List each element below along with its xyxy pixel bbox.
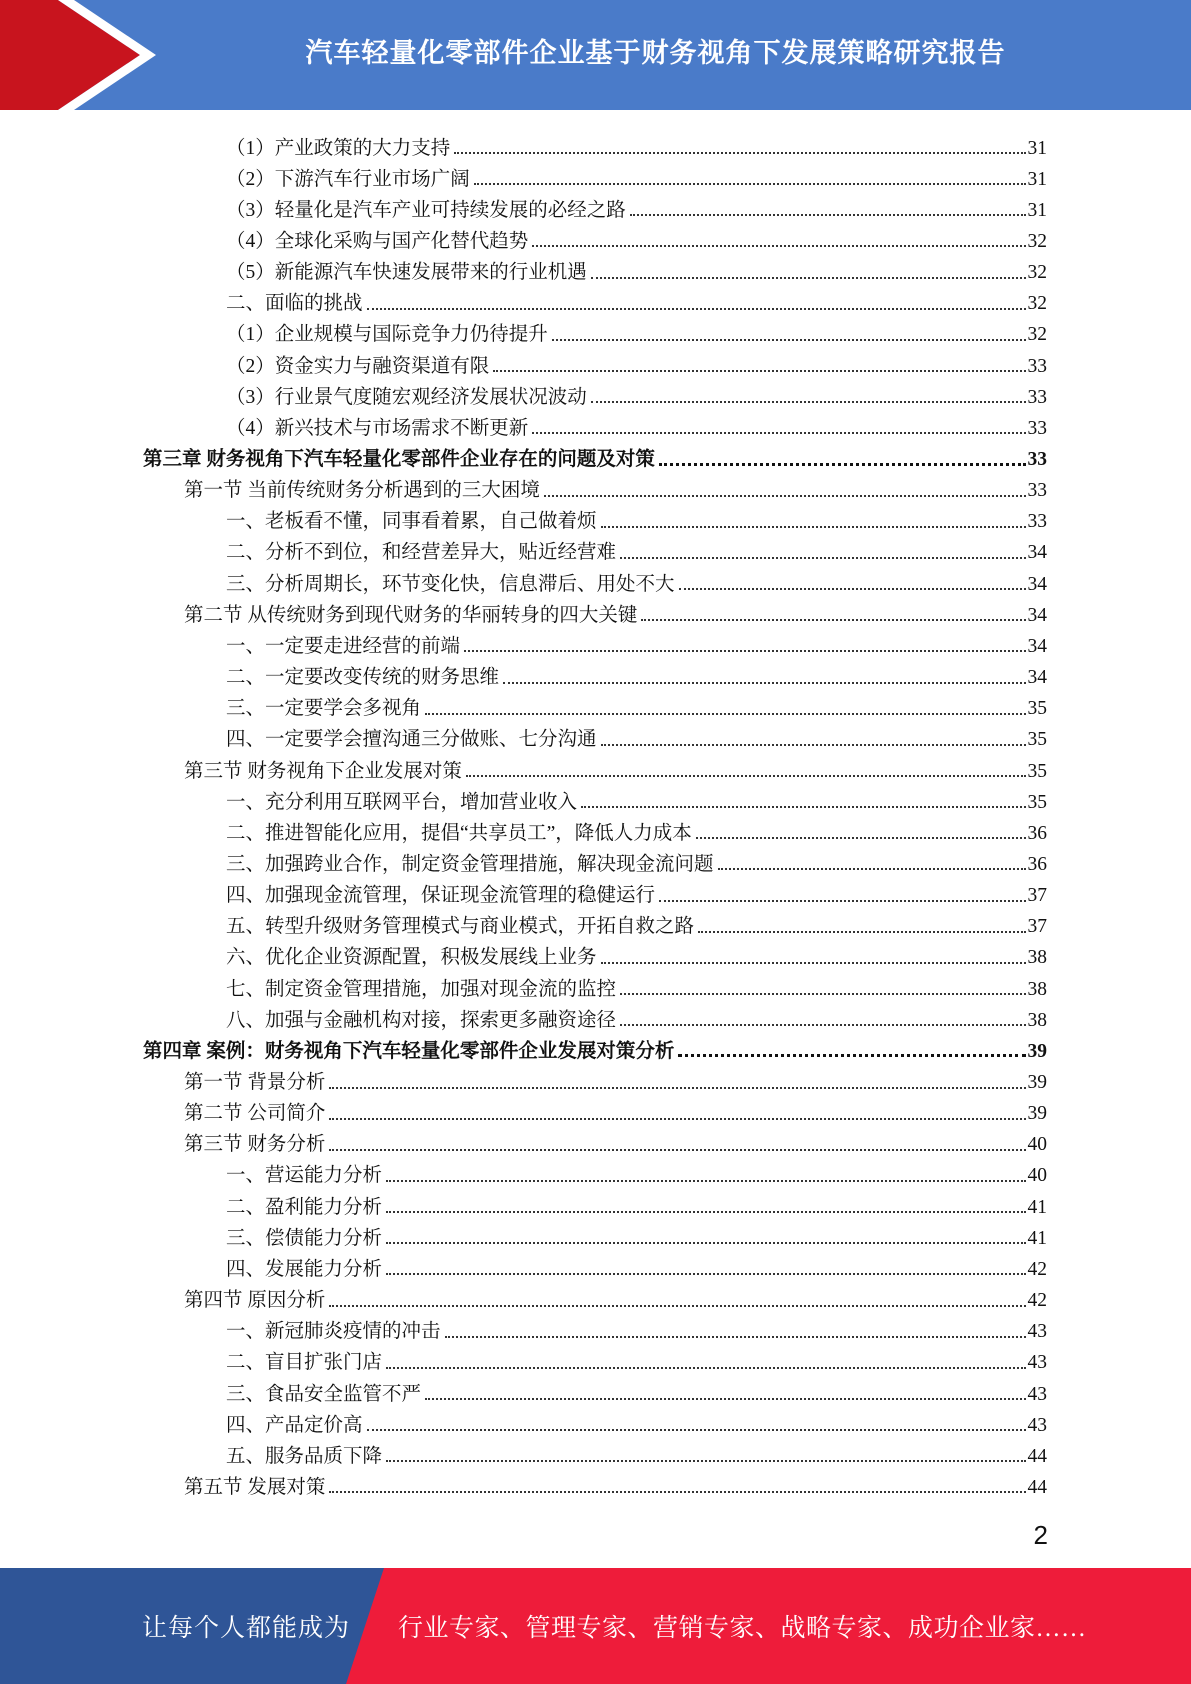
toc-dot-leader	[464, 650, 1025, 652]
toc-entry-label: 第四节 原因分析	[184, 1290, 326, 1312]
toc-dot-leader	[329, 1118, 1025, 1120]
page-header	[0, 0, 1191, 110]
toc-dot-leader	[581, 806, 1025, 808]
toc-entry-page: 37	[1027, 916, 1047, 938]
toc-entry-label: 四、加强现金流管理，保证现金流管理的稳健运行	[226, 885, 656, 907]
toc-entry[interactable]	[226, 812, 1047, 843]
toc-dot-leader	[425, 1398, 1025, 1400]
toc-entry-page: 35	[1027, 698, 1047, 720]
toc-entry-page: 39	[1027, 1103, 1047, 1125]
toc-dot-leader	[532, 245, 1025, 247]
toc-dot-leader	[503, 682, 1025, 684]
toc-entry-page: 32	[1027, 262, 1047, 284]
toc-entry-label: 二、盲目扩张门店	[226, 1352, 383, 1374]
toc-entry[interactable]	[226, 1311, 1047, 1342]
toc-dot-leader	[425, 713, 1025, 715]
toc-entry-page: 38	[1027, 1009, 1047, 1031]
toc-entry-label: （2）资金实力与融资渠道有限	[226, 355, 490, 377]
toc-entry[interactable]	[226, 937, 1047, 968]
toc-entry-page: 31	[1027, 168, 1047, 190]
toc-entry-label: 第二节 从传统财务到现代财务的华丽转身的四大关键	[184, 604, 638, 626]
toc-entry[interactable]	[226, 1404, 1047, 1435]
toc-entry[interactable]	[226, 407, 1047, 438]
toc-entry[interactable]	[184, 1093, 1047, 1124]
toc-entry[interactable]	[226, 688, 1047, 719]
toc-dot-leader	[386, 1180, 1025, 1182]
toc-dot-leader	[679, 588, 1026, 590]
toc-entry-page: 34	[1027, 667, 1047, 689]
toc-entry-label: 三、加强跨业合作，制定资金管理措施，解决现金流问题	[226, 853, 714, 875]
toc-dot-leader	[386, 1367, 1025, 1369]
toc-entry-label: 二、一定要改变传统的财务思维	[226, 667, 500, 689]
toc-dot-leader	[445, 1336, 1026, 1338]
toc-dot-leader	[474, 183, 1026, 185]
toc-dot-leader	[591, 277, 1026, 279]
toc-entry-page: 42	[1027, 1290, 1047, 1312]
toc-entry-label: 四、产品定价高	[226, 1414, 363, 1436]
toc-entry-page: 41	[1027, 1196, 1047, 1218]
report-title: 汽车轻量化零部件企业基于财务视角下发展策略研究报告	[305, 37, 1006, 69]
toc-entry-label: 一、充分利用互联网平台，增加营业收入	[226, 791, 578, 813]
toc-dot-leader	[329, 1149, 1025, 1151]
toc-entry-page: 32	[1027, 324, 1047, 346]
toc-entry[interactable]	[226, 1186, 1047, 1217]
toc-entry[interactable]	[226, 968, 1047, 999]
page-number: 2	[1033, 1520, 1048, 1550]
toc-entry-label: 二、推进智能化应用，提倡“共享员工”，降低人力成本	[226, 822, 692, 844]
toc-entry[interactable]	[226, 220, 1047, 251]
toc-entry-label: 二、分析不到位，和经营差异大，贴近经营难	[226, 542, 617, 564]
toc-entry[interactable]	[226, 843, 1047, 874]
toc-entry-page: 35	[1027, 791, 1047, 813]
chevron-logo-icon	[0, 0, 160, 110]
toc-entry-page: 38	[1027, 978, 1047, 1000]
toc-dot-leader	[601, 744, 1026, 746]
toc-dot-leader	[329, 1305, 1025, 1307]
toc-dot-leader	[601, 962, 1026, 964]
toc-dot-leader	[454, 152, 1025, 154]
toc-entry-label: （3）轻量化是汽车产业可持续发展的必经之路	[226, 199, 626, 221]
toc-entry-page: 40	[1027, 1134, 1047, 1156]
toc-entry-page: 43	[1027, 1414, 1047, 1436]
toc-entry-label: 一、老板看不懂，同事看着累，自己做着烦	[226, 511, 597, 533]
toc-entry[interactable]	[226, 1217, 1047, 1248]
toc-entry-label: 一、新冠肺炎疫情的冲击	[226, 1321, 441, 1343]
toc-entry-label: 第五节 发展对策	[184, 1476, 326, 1498]
toc-entry[interactable]	[226, 657, 1047, 688]
toc-entry-page: 37	[1027, 885, 1047, 907]
toc-dot-leader	[591, 401, 1026, 403]
toc-entry-label: 一、一定要走进经营的前端	[226, 635, 461, 657]
toc-entry-label: 四、一定要学会擅沟通三分做账、七分沟通	[226, 729, 597, 751]
toc-entry-label: 四、发展能力分析	[226, 1258, 383, 1280]
toc-entry[interactable]	[226, 314, 1047, 345]
toc-entry[interactable]	[143, 439, 1047, 470]
toc-entry-page: 42	[1027, 1258, 1047, 1280]
toc-entry-page: 44	[1027, 1445, 1047, 1467]
toc-dot-leader	[466, 775, 1026, 777]
toc-entry[interactable]	[226, 1373, 1047, 1404]
toc-entry-label: 三、偿债能力分析	[226, 1227, 383, 1249]
toc-entry[interactable]	[226, 345, 1047, 376]
toc-entry-label: （5）新能源汽车快速发展带来的行业机遇	[226, 262, 587, 284]
toc-entry-page: 44	[1027, 1476, 1047, 1498]
toc-entry-page: 34	[1027, 573, 1047, 595]
toc-entry-label: 三、分析周期长，环节变化快，信息滞后、用处不大	[226, 573, 675, 595]
toc-dot-leader	[386, 1460, 1025, 1462]
toc-entry[interactable]	[226, 625, 1047, 656]
toc-entry-page: 39	[1027, 1040, 1047, 1062]
toc-entry[interactable]	[226, 127, 1047, 158]
toc-dot-leader	[620, 993, 1025, 995]
toc-entry[interactable]	[226, 532, 1047, 563]
toc-entry-page: 33	[1027, 355, 1047, 377]
footer-slogan-right: 行业专家、管理专家、营销专家、战略专家、成功企业家……	[398, 1615, 1087, 1642]
toc-dot-leader	[329, 1087, 1025, 1089]
toc-dot-leader	[641, 619, 1025, 621]
toc-dot-leader	[659, 900, 1025, 902]
toc-entry[interactable]	[184, 1466, 1047, 1497]
toc-dot-leader	[367, 308, 1026, 310]
toc-dot-leader	[678, 1054, 1025, 1057]
toc-entry-page: 33	[1027, 386, 1047, 408]
toc-entry-page: 33	[1027, 417, 1047, 439]
toc-dot-leader	[493, 370, 1025, 372]
toc-entry-label: 第四章 案例：财务视角下汽车轻量化零部件企业发展对策分析	[143, 1040, 675, 1062]
toc-entry[interactable]	[226, 906, 1047, 937]
toc-entry-label: 八、加强与金融机构对接，探索更多融资途径	[226, 1009, 617, 1031]
toc-entry-page: 39	[1027, 1072, 1047, 1093]
toc-entry[interactable]	[184, 1124, 1047, 1155]
toc-entry-label: 一、营运能力分析	[226, 1165, 383, 1187]
toc-entry[interactable]	[226, 501, 1047, 532]
toc-entry-label: 第三章 财务视角下汽车轻量化零部件企业存在的问题及对策	[143, 449, 655, 470]
toc-entry-page: 35	[1027, 760, 1047, 782]
toc-entry-label: （2）下游汽车行业市场广阔	[226, 168, 470, 190]
toc-dot-leader	[620, 557, 1025, 559]
toc-entry[interactable]	[184, 1062, 1047, 1093]
toc-dot-leader	[718, 868, 1026, 870]
toc-entry-page: 32	[1027, 293, 1047, 315]
toc-entry-label: 第三节 财务分析	[184, 1134, 326, 1156]
toc-entry[interactable]	[184, 1280, 1047, 1311]
toc-entry-label: 三、食品安全监管不严	[226, 1383, 422, 1405]
toc-entry[interactable]	[226, 376, 1047, 407]
toc-dot-leader	[552, 339, 1026, 341]
toc-entry-label: （1）企业规模与国际竞争力仍待提升	[226, 324, 548, 346]
footer-slogan-left: 让每个人都能成为	[142, 1615, 351, 1642]
toc-entry[interactable]	[226, 1435, 1047, 1466]
toc-entry[interactable]	[184, 470, 1047, 501]
toc-entry-page: 34	[1027, 542, 1047, 564]
toc-dot-leader	[386, 1273, 1025, 1275]
toc-dot-leader	[698, 931, 1025, 933]
toc-entry[interactable]	[226, 1342, 1047, 1373]
toc-entry[interactable]	[143, 1030, 1047, 1061]
toc-entry[interactable]	[226, 189, 1047, 220]
toc-dot-leader	[601, 526, 1026, 528]
toc-entry-label: 第一节 当前传统财务分析遇到的三大困境	[184, 480, 540, 502]
toc-entry[interactable]	[226, 1248, 1047, 1279]
toc-entry-label: 二、盈利能力分析	[226, 1196, 383, 1218]
toc-entry-label: 三、一定要学会多视角	[226, 698, 422, 720]
toc-entry-label: 第一节 背景分析	[184, 1072, 326, 1093]
toc-entry-page: 40	[1027, 1165, 1047, 1187]
toc-dot-leader	[696, 837, 1026, 839]
toc-entry[interactable]	[226, 563, 1047, 594]
toc-entry-page: 41	[1027, 1227, 1047, 1249]
toc-dot-leader	[620, 1024, 1025, 1026]
toc-entry-label: （4）全球化采购与国产化替代趋势	[226, 230, 529, 252]
toc-entry[interactable]	[226, 252, 1047, 283]
toc-entry-label: 第二节 公司简介	[184, 1103, 326, 1125]
toc-entry-label: 五、服务品质下降	[226, 1445, 383, 1467]
toc-entry-page: 43	[1027, 1352, 1047, 1374]
toc-entry-page: 43	[1027, 1383, 1047, 1405]
toc-dot-leader	[367, 1429, 1026, 1431]
page-footer	[0, 1568, 1191, 1684]
toc-entry-page: 36	[1027, 822, 1047, 844]
toc-entry-label: 五、转型升级财务管理模式与商业模式，开拓自救之路	[226, 916, 695, 938]
toc-entry[interactable]	[226, 158, 1047, 189]
toc-entry[interactable]	[226, 875, 1047, 906]
toc-entry-page: 38	[1027, 947, 1047, 969]
toc-entry-page: 32	[1027, 230, 1047, 252]
toc-entry-page: 33	[1027, 511, 1047, 533]
toc-entry-page: 36	[1027, 853, 1047, 875]
toc-entry[interactable]	[226, 1155, 1047, 1186]
toc-entry-page: 33	[1027, 449, 1047, 470]
toc-dot-leader	[544, 495, 1026, 497]
toc-entry-page: 43	[1027, 1321, 1047, 1343]
toc-dot-leader	[386, 1242, 1025, 1244]
toc-entry-label: （3）行业景气度随宏观经济发展状况波动	[226, 386, 587, 408]
toc-entry-label: 六、优化企业资源配置，积极发展线上业务	[226, 947, 597, 969]
toc-entry[interactable]	[226, 999, 1047, 1030]
toc-entry-page: 31	[1027, 199, 1047, 221]
toc-dot-leader	[386, 1211, 1025, 1213]
toc-entry-label: （1）产业政策的大力支持	[226, 137, 451, 159]
toc-entry-page: 34	[1027, 604, 1047, 626]
toc-entry[interactable]	[226, 283, 1047, 314]
toc-dot-leader	[329, 1491, 1025, 1493]
toc-entry[interactable]	[184, 750, 1047, 781]
toc-entry-page: 35	[1027, 729, 1047, 751]
toc-entry-label: 二、面临的挑战	[226, 293, 363, 315]
toc-entry-label: 七、制定资金管理措施，加强对现金流的监控	[226, 978, 617, 1000]
toc-entry-label: 第三节 财务视角下企业发展对策	[184, 760, 462, 782]
toc-dot-leader	[659, 463, 1026, 466]
toc-dot-leader	[532, 432, 1025, 434]
toc-dot-leader	[630, 214, 1026, 216]
toc-entry[interactable]	[226, 719, 1047, 750]
toc-entry-page: 31	[1027, 137, 1047, 159]
toc-entry-label: （4）新兴技术与市场需求不断更新	[226, 417, 529, 439]
toc-entry-page: 33	[1027, 480, 1047, 502]
toc-entry[interactable]	[226, 781, 1047, 812]
toc-entry-page: 34	[1027, 635, 1047, 657]
toc-entry[interactable]	[184, 594, 1047, 625]
